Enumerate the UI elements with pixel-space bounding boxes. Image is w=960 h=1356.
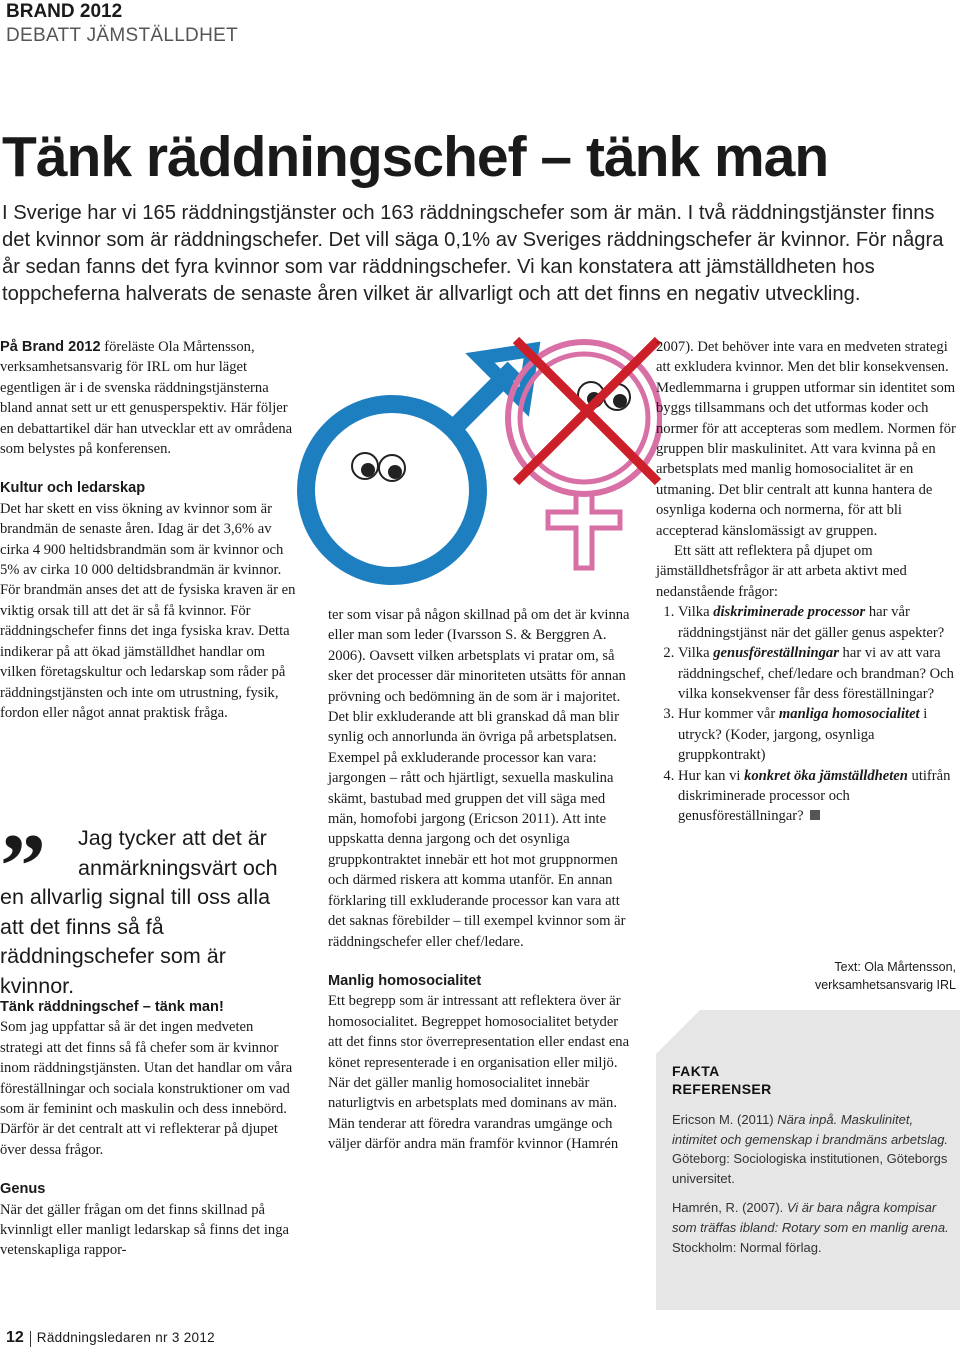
article-headline: Tänk räddningschef – tänk man [2, 125, 829, 189]
paragraph-genus: När det gäller frågan om det finns skillnad på kvinnligt eller manligt ledarskap så finns det inga vetenskapliga rappor- [0, 1201, 289, 1259]
pull-quote [0, 815, 290, 1001]
reference-2: Hamrén, R. (2007). Vi är bara några kompisar som träffas ibland: Rotary som en manlig arena. Stockholm: Normal förlag. [672, 1200, 949, 1255]
section-label: BRAND 2012 [6, 1, 123, 22]
question-list [656, 602, 956, 826]
fakta-subtitle: REFERENSER [672, 1081, 772, 1097]
paragraph-questions-intro: Ett sätt att reflektera på djupet om jämställdhetsfrågor är att arbeta aktivt med nedanstående frågor: [656, 543, 907, 600]
subheading-tank: Tänk räddningschef – tänk man! [0, 999, 224, 1015]
list-item: 2. Vilka genusföreställningar har vi av att vara räddningschef, chef/ledare och brandman? Och vilka konsekvenser får dess föreställningar? [678, 643, 956, 704]
male-symbol-icon [306, 350, 532, 576]
quote-line-1: Jag tycker att det är [78, 826, 267, 850]
list-item: 4. Hur kan vi konkret öka jämställdheten utifrån diskriminerade processor och genusföreställningar? [678, 766, 956, 827]
column-2 [328, 605, 632, 1155]
quote-mark-icon: ” [0, 815, 46, 917]
page-footer [6, 1329, 215, 1347]
paragraph-col3: 2007). Det behöver inte vara en medveten strategi att exkludera kvinnor. Men det blir konsekvensen. Medlemmarna i gruppen utformar sin identitet som byggs tillsammans och det utformas koder och normer för att accepteras som medlem. Normen för gruppen blir maskulinitet. Att vara kvinna på en arbetsplats med manlig homosocialitet är en utmaning. Det blir centralt att kunna hantera de osynliga koderna och normerna, för att bli accepterad känslomässigt av gruppen. [656, 339, 956, 539]
paragraph-col2: ter som visar på någon skillnad på om det är kvinna eller man som leder (Ivarsson S. & Berggren A. 2006). Oavsett vilken arbetsplats vi pratar om, så sker det processer där minoriteten utsätts för annan prövning och bedömning än de som är i majoritet. Det blir exkluderande att bli granskad då man blir synlig och annorlunda än övriga på arbetsplatsen. Exempel på exkluderande processor kan vara: jargongen – rått och hjärtligt, sexuella maskulina skämt, bastubad med gruppen det vill säga med män, homofobi jargong (Ericson 2011). Att inte uppskatta denna jargong och det osynliga gruppkontraktet innebär ett hot mot gruppnormen och därmed riskera att komma utanför. En annan förklaring till exkluderande processor kan vara att det saknas förebilder – till exempel kvinnor som är räddningschefer eller chef/ledare. [328, 607, 630, 950]
cross-icon [516, 340, 658, 482]
reference-1: Ericson M. (2011) Nära inpå. Maskulinitet, intimitet och gemenskap i brandmäns arbetslag. Göteborg: Sociologiska institutionen, Göteborgs universitet. [672, 1112, 949, 1186]
magazine-issue: Räddningsledaren nr 3 2012 [36, 1330, 215, 1345]
intro-bold: På Brand 2012 [0, 339, 101, 355]
column-1 [0, 337, 298, 723]
intro-text: föreläste Ola Mårtensson, verksamhetsansvarig för IRL om hur läget egentligen är i de svenska räddningstjänsterna bland annat sett ur ett genusperspektiv. Här följer en debattartikel där han utvecklar ett av områdena som belystes på konferensen. [0, 339, 293, 458]
fakta-content [672, 1062, 954, 1257]
credit-line-2: verksamhetsansvarig IRL [814, 978, 956, 992]
paragraph-tank: Som jag uppfattar så är det ingen medveten strategi att det finns så få chefer som är kvinnor inom räddningstjänsten. Utan det handlar om våra föreställningar och sociala konstruktioner om vad som är feminint och maskulin och dess innebörd. Därför är det centralt att vi reflekterar på djupet över dessa frågor. [0, 1019, 293, 1158]
paragraph-homosocialitet: Ett begrepp som är intressant att reflektera över är homosocialitet. Begreppet homosocialitet betyder att det finns stor överrepresentation eller endast ena könet representerade i en organisation eller miljö. När det gäller manlig homosocialitet innebär naturligtvis en arbetsplats med dominans av män. Män tenderar att föredra varandras umgänge och väljer därför andra män framför kvinnor (Hamrén [328, 993, 630, 1153]
quote-line-2: anmärkningsvärt och [78, 855, 278, 880]
quote-rest: en allvarlig signal till oss alla att det finns så få räddningschefer som är kvinnor. [0, 885, 271, 998]
page-fold-icon [656, 1010, 700, 1054]
fakta-title: FAKTA [672, 1063, 720, 1079]
column-1-lower [0, 980, 298, 1261]
gender-illustration [292, 330, 662, 610]
subheading-genus: Genus [0, 1181, 46, 1198]
credit-line-1: Text: Ola Mårtensson, [834, 960, 956, 974]
end-mark-icon [810, 810, 820, 820]
intro-paragraph [0, 337, 298, 459]
list-item: 3. Hur kommer vår manliga homosocialitet i utryck? (Koder, jargong, osynliga gruppkontrakt) [678, 704, 956, 765]
column-3 [656, 337, 956, 827]
footer-divider [30, 1331, 31, 1347]
page-number: 12 [6, 1329, 24, 1346]
paragraph-kultur: Det har skett en viss ökning av kvinnor som är brandmän de senaste åren. Idag är det 3,6% av cirka 4 900 heltidsbrandmän som är kvinnor och 5% av cirka 10 000 deltidsbrandmän är kvinnor. För brandmän anses det att de fysiska kraven är en viktig orsak till att det är så få kvinnor. För räddningschefer finns det inga fysiska krav. Detta indikerar på att ökad jämställdhet handlar om vilken företagskultur och ledarskap som råder på räddningstjänsten och inte om utrustning, fysik, fordon eller något annat praktisk fråga. [0, 500, 296, 721]
list-item: 1. Vilka diskriminerade processor har vår räddningstjänst när det gäller genus aspekter? [678, 602, 956, 643]
topic-label: DEBATT JÄMSTÄLLDHET [6, 25, 238, 46]
subheading-kultur: Kultur och ledarskap [0, 480, 146, 497]
fakta-box [656, 1010, 960, 1310]
subheading-homosocialitet: Manlig homosocialitet [328, 972, 482, 989]
author-credit [815, 958, 956, 994]
article-lead: I Sverige har vi 165 räddningstjänster och 163 räddningschefer som är män. I två räddningstjänster finns det kvinnor som är räddningschefer. Det vill säga 0,1% av Sveriges räddningschefer är kvinnor. För några år sedan fanns det fyra kvinnor som var räddningschefer. Vi kan konstatera att jämställdheten hos toppcheferna halverats de senaste åren vilket är allvarligt och att det finns en negativ utveckling. [2, 202, 944, 305]
